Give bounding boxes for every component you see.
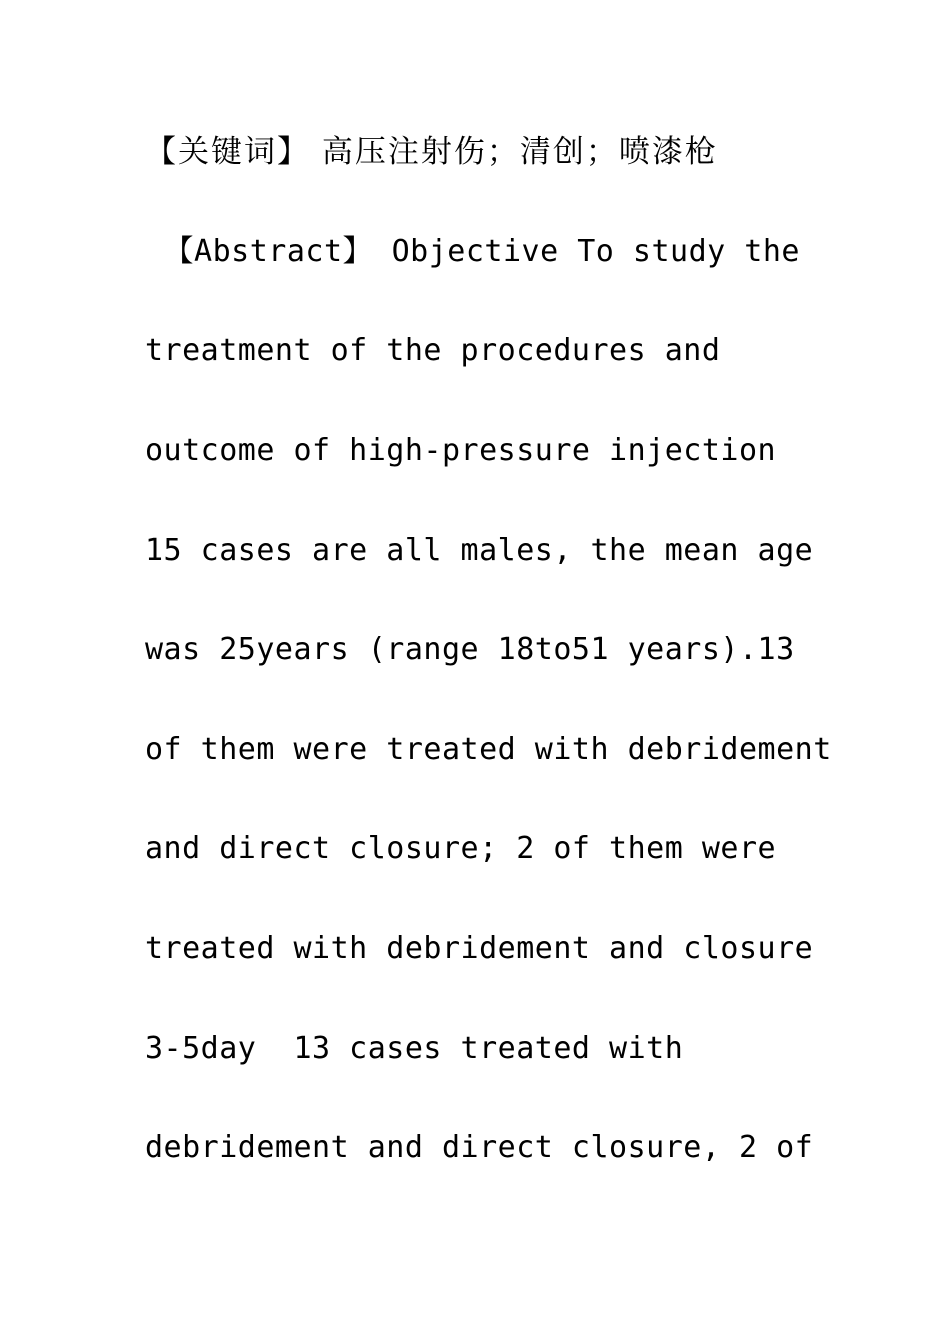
abstract-line-10: debridement and direct closure, 2 of bbox=[145, 1130, 814, 1165]
abstract-line-4: 15 cases are all males, the mean age bbox=[145, 533, 814, 568]
abstract-line-9: 3-5day 13 cases treated with bbox=[145, 1031, 684, 1066]
abstract-line-8: treated with debridement and closure bbox=[145, 931, 814, 966]
abstract-line-6: of them were treated with debridement bbox=[145, 732, 832, 767]
abstract-line-3: outcome of high-pressure injection bbox=[145, 433, 777, 468]
abstract-line-7: and direct closure; 2 of them were bbox=[145, 831, 777, 866]
abstract-line-1: 【Abstract】 Objective To study the bbox=[145, 234, 800, 269]
abstract-line-2: treatment of the procedures and bbox=[145, 333, 721, 368]
keywords-line: 【关键词】 高压注射伤；清创；喷漆枪 bbox=[145, 134, 718, 170]
abstract-line-5: was 25years (range 18to51 years).13 bbox=[145, 632, 795, 667]
